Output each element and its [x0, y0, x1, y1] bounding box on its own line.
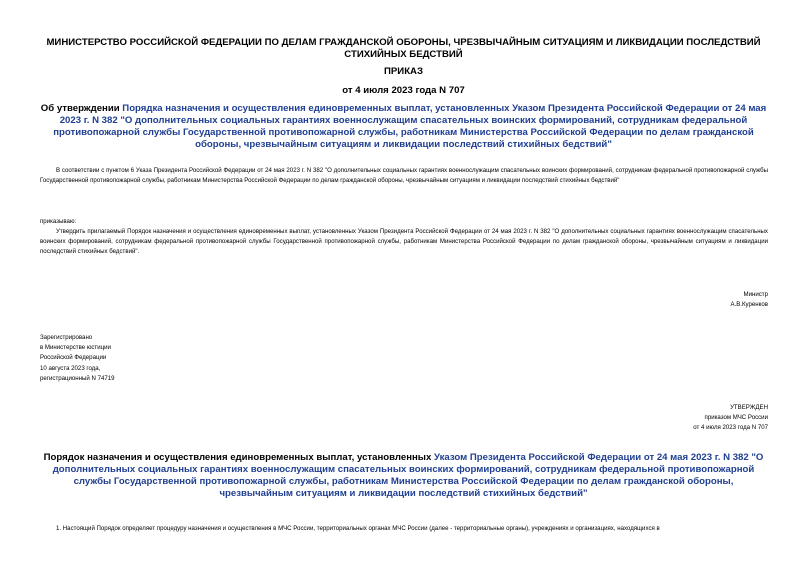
- doc-title-prefix: Об утверждении: [40, 103, 123, 114]
- approve-paragraph: [40, 227, 768, 258]
- procedure-title-link[interactable]: Указом Президента Российской Федерации от 24 мая 2023 г. N 382 "О дополнительных социальных гарантиях военнослужащим спасательных воинских формирований, сотрудникам федеральной противопожарной службы Государственной противопожарной службы, работникам Министерства Российской Федерации по делам гражданской обороны, чрезвычайным ситуациям и ликвидации последствий стихийных бедствий": [52, 452, 764, 499]
- order-word: приказываю:: [40, 218, 77, 225]
- intro-paragraph: [40, 166, 768, 186]
- doc-date-number: от 4 июля 2023 года N 707: [342, 85, 465, 96]
- registration-line: 10 августа 2023 года,: [40, 364, 101, 372]
- approved-line: приказом МЧС России: [704, 414, 768, 422]
- registration-line: регистрационный N 74719: [40, 374, 115, 382]
- doc-title: [38, 103, 769, 151]
- procedure-title: [38, 452, 769, 500]
- procedure-paragraph-1: 1. Настоящий Порядок определяет процедуру назначения и осуществления в МЧС России, территориальных органах МЧС России (далее - территориальные органы), учреждениях и организациях, находящихся в: [56, 525, 660, 532]
- approve-link[interactable]: Порядок назначения и осуществления единовременных выплат, установленных Указом Президента Российской Федерации от 24 мая 2023 г. N 382 "О дополнительных социальных гарантиях военнослужащим спасательных воинских формирований, сотрудникам федеральной противопожарной службы Государственной противопожарной службы, работникам Министерства Российской Федерации по делам гражданской обороны, чрезвычайным ситуациям и ликвидации последствий стихийных бедствий": [40, 228, 768, 256]
- procedure-title-prefix: Порядок назначения и осуществления единовременных выплат, установленных: [43, 452, 434, 463]
- signature-position: Министр: [743, 291, 768, 298]
- approved-line: УТВЕРЖДЕН: [730, 404, 768, 411]
- approved-line: от 4 июля 2023 года N 707: [693, 424, 768, 432]
- approve-suffix: .: [137, 248, 140, 256]
- intro-prefix: В соответствии с: [56, 167, 107, 174]
- ministry-heading: МИНИСТЕРСТВО РОССИЙСКОЙ ФЕДЕРАЦИИ ПО ДЕЛАМ ГРАЖДАНСКОЙ ОБОРОНЫ, ЧРЕЗВЫЧАЙНЫМ СИТУАЦИЯМ И ЛИКВИДАЦИИ ПОСЛЕДСТВИЙ СТИХИЙНЫХ БЕДСТВИЙ: [46, 37, 761, 60]
- registration-line: Российской Федерации: [40, 354, 107, 362]
- intro-link[interactable]: пунктом 6 Указа Президента Российской Федерации от 24 мая 2023 г. N 382 "О дополнительных социальных гарантиях военнослужащим спасательных воинских формирований, сотрудникам федеральной противопожарной службы Государственной противопожарной службы, работникам Министерства Российской Федерации по делам гражданской обороны, чрезвычайным ситуациям и ликвидации последствий стихийных бедствий": [40, 167, 769, 185]
- doc-title-link[interactable]: Порядка назначения и осуществления единовременных выплат, установленных Указом Президента Российской Федерации от 24 мая 2023 г. N 382 "О дополнительных социальных гарантиях военнослужащим спасательных воинских формирований, сотрудникам федеральной противопожарной службы Государственной противопожарной службы, работникам Министерства Российской Федерации по делам гражданской обороны, чрезвычайным ситуациям и ликвидации последствий стихийных бедствий": [53, 103, 767, 150]
- registration-block: [40, 333, 240, 384]
- signature-name: А.В.Куренков: [730, 301, 768, 308]
- approved-block: [560, 403, 768, 434]
- approve-prefix: Утвердить прилагаемый: [56, 228, 128, 235]
- registration-line: в Министерстве юстиции: [40, 344, 111, 352]
- registration-line: Зарегистрировано: [40, 334, 93, 341]
- doc-type-heading: ПРИКАЗ: [384, 66, 423, 77]
